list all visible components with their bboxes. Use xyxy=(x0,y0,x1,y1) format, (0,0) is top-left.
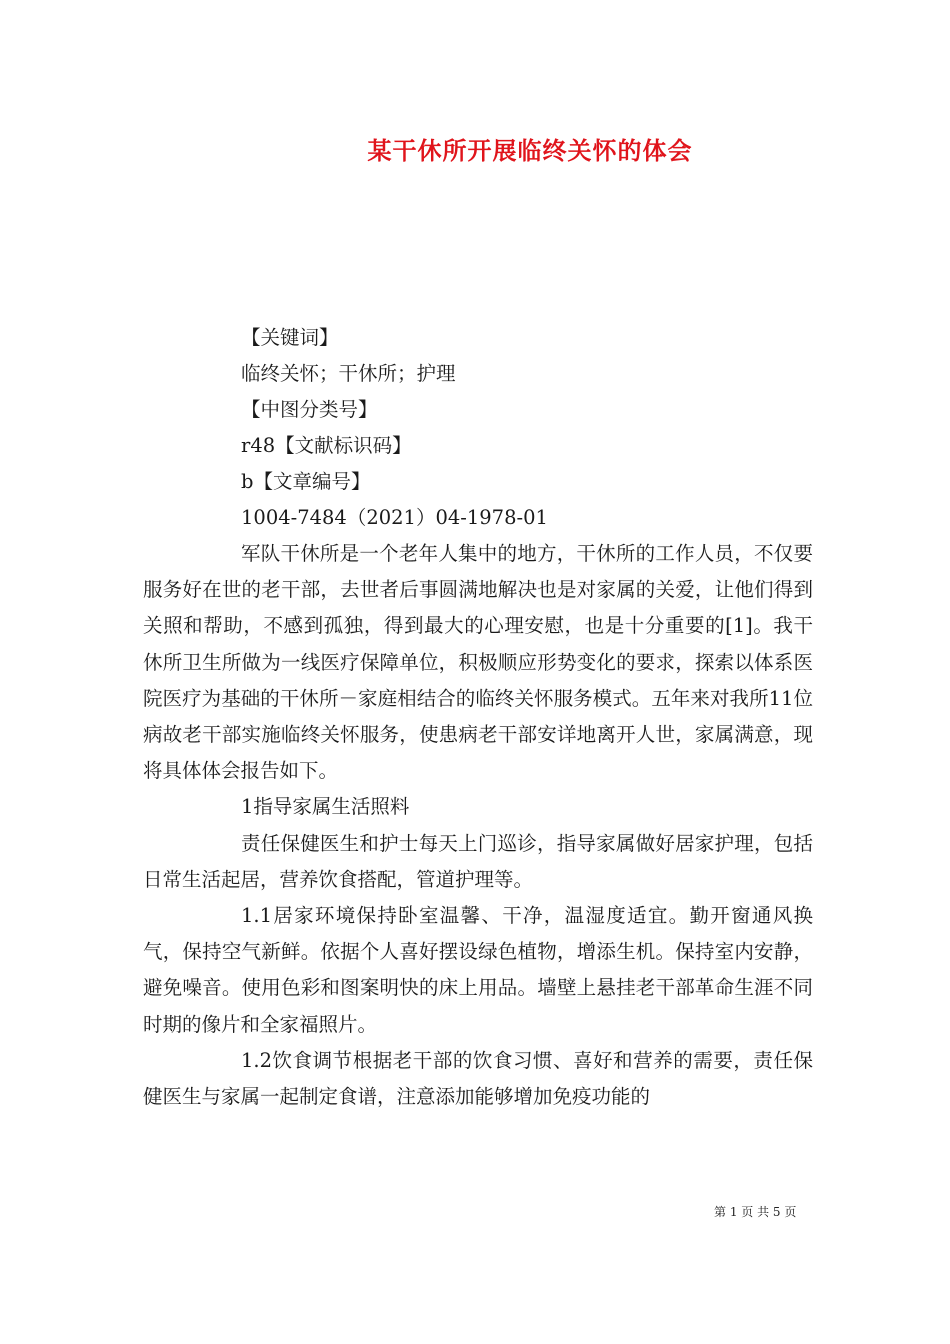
paragraph-1-1: 1.1居家环境保持卧室温馨、干净，温湿度适宜。勤开窗通风换气，保持空气新鲜。依据个人喜好摆设绿色植物，增添生机。保持室内安静，避免噪音。使用色彩和图案明快的床上用品。墙壁上悬挂老干部革命生涯不同时期的像片和全家福照片。 xyxy=(143,904,813,1036)
paragraph-1-2: 1.2饮食调节根据老干部的饮食习惯、喜好和营养的需要，责任保健医生与家属一起制定食谱，注意添加能够增加免疫功能的 xyxy=(143,1048,813,1109)
document-title: 某干休所开展临终关怀的体会 xyxy=(367,136,693,165)
section-heading-1: 1指导家属生活照料 xyxy=(241,795,410,819)
document-body xyxy=(143,320,813,1115)
classification-heading: 【中图分类号】 xyxy=(241,398,378,421)
keywords-heading: 【关键词】 xyxy=(241,326,339,349)
page-number: 第 1 页 共 5 页 xyxy=(714,1205,797,1219)
paragraph-section-1: 责任保健医生和护士每天上门巡诊，指导家属做好居家护理，包括日常生活起居，营养饮食搭配，管道护理等。 xyxy=(143,831,813,891)
doc-code-line: b【文章编号】 xyxy=(241,470,371,493)
classification-line: r48【文献标识码】 xyxy=(241,434,412,457)
paragraph-intro: 军队干休所是一个老年人集中的地方，干休所的工作人员，不仅要服务好在世的老干部，去世者后事圆满地解决也是对家属的关爱，让他们得到关照和帮助，不感到孤独，得到最大的心理安慰，也是十分重要的[1]。我干休所卫生所做为一线医疗保障单位，积极顺应形势变化的要求，探索以体系医院医疗为基础的干休所－家庭相结合的临终关怀服务模式。五年来对我所11位病故老干部实施临终关怀服务，使患病老干部安详地离开人世，家属满意，现将具体体会报告如下。 xyxy=(143,542,813,783)
keywords-value: 临终关怀；干休所；护理 xyxy=(241,362,456,385)
article-number: 1004-7484（2021）04-1978-01 xyxy=(241,506,548,529)
